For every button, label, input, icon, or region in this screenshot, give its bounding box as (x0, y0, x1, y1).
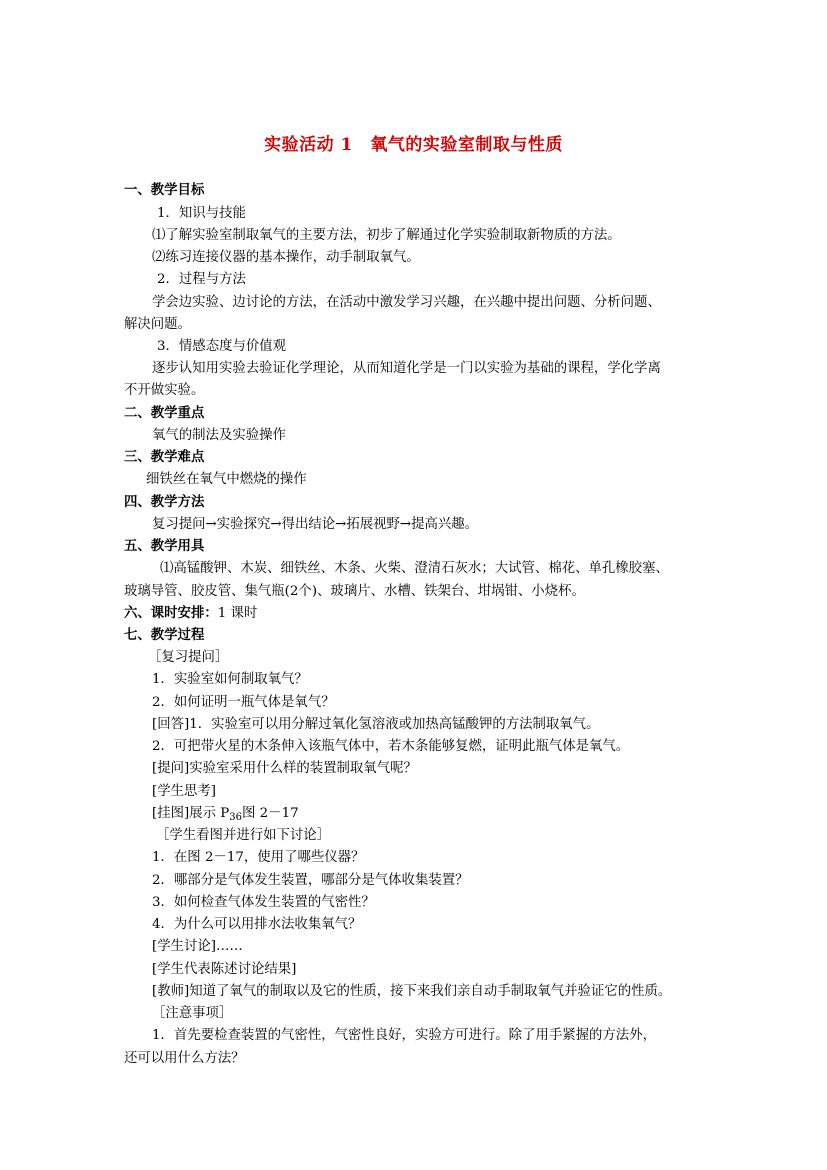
goals-line-3: ⑵练习连接仪器的基本操作，动手制取氧气。 (152, 250, 420, 265)
goals-line-6: 解决问题。 (124, 317, 191, 332)
difficulty-line-1: 细铁丝在氧气中燃烧的操作 (146, 472, 307, 487)
process-line-11: 2．哪部分是气体发生装置，哪部分是气体收集装置？ (152, 873, 469, 888)
process-line-17: ［注意事项］ (152, 1006, 233, 1021)
process-line-12: 3．如何检查气体发生装置的气密性？ (152, 895, 375, 910)
process-line-6: [提问]实验室采用什么样的装置制取氧气呢？ (152, 761, 417, 776)
process-line-8-text: [挂图]展示 P (152, 806, 230, 821)
process-line-14: [学生讨论]…… (152, 939, 243, 954)
process-line-10: 1．在图 2－17，使用了哪些仪器？ (152, 850, 365, 865)
goals-line-8: 逐步认知用实验去验证化学理论，从而知道化学是一门以实验为基础的课程，学化学离 (152, 361, 661, 376)
process-line-8 (152, 806, 299, 823)
process-line-9: ［学生看图并进行如下讨论］ (156, 828, 331, 843)
page-number-subscript: 36 (229, 812, 243, 823)
goals-line-2: ⑴了解实验室制取氧气的主要方法，初步了解通过化学实验制取新物质的方法。 (152, 228, 621, 243)
key-line-1: 氧气的制法及实验操作 (152, 428, 286, 443)
tools-line-2: 玻璃导管、胶皮管、集气瓶(2个)、玻璃片、水槽、铁架台、坩埚钳、小烧杯。 (124, 584, 585, 599)
section-heading-process: 七、教学过程 (124, 628, 205, 643)
process-line-3: 2．如何证明一瓶气体是氧气？ (152, 695, 335, 710)
process-line-16: [教师]知道了氧气的制取以及它的性质，接下来我们亲自动手制取氧气并验证它的性质。 (152, 984, 672, 999)
process-line-15: [学生代表陈述讨论结果] (152, 962, 297, 977)
method-line-1: 复习提问→实验探究→得出结论→拓展视野→提高兴趣。 (152, 517, 479, 532)
process-line-18: 1．首先要检查装置的气密性，气密性良好，实验方可进行。除了用手紧握的方法外， (152, 1028, 656, 1043)
process-line-2: 1．实验室如何制取氧气？ (152, 672, 308, 687)
section-heading-schedule: 六、课时安排： (124, 606, 218, 621)
goals-line-7: 3．情感态度与价值观 (157, 339, 287, 354)
section-heading-goals: 一、教学目标 (124, 183, 205, 198)
process-line-19: 还可以用什么方法？ (124, 1051, 245, 1066)
process-line-8-figure: 图 2－17 (242, 806, 299, 821)
schedule-value: 1 课时 (217, 606, 258, 621)
section-heading-tools: 五、教学用具 (124, 539, 205, 554)
process-line-5: 2．可把带火星的木条伸入该瓶气体中，若木条能够复燃，证明此瓶气体是氧气。 (152, 739, 630, 754)
goals-line-1: 1．知识与技能 (157, 206, 246, 221)
schedule-line (124, 606, 257, 622)
process-line-1: ［复习提问］ (148, 650, 229, 665)
section-heading-difficulty: 三、教学难点 (124, 450, 205, 465)
tools-line-1: ⑴高锰酸钾、木炭、细铁丝、木条、火柴、澄清石灰水；大试管、棉花、单孔橡胶塞、 (160, 561, 669, 576)
process-line-13: 4．为什么可以用排水法收集氧气？ (152, 917, 362, 932)
section-heading-method: 四、教学方法 (124, 495, 205, 510)
page-title: 实验活动 1 氧气的实验室制取与性质 (264, 135, 563, 155)
section-heading-key: 二、教学重点 (124, 406, 205, 421)
goals-line-4: 2．过程与方法 (157, 272, 246, 287)
process-line-4: [回答]1．实验室可以用分解过氧化氢溶液或加热高锰酸钾的方法制取氧气。 (152, 717, 600, 732)
process-line-7: [学生思考] (152, 784, 217, 799)
goals-line-9: 不开做实验。 (124, 383, 205, 398)
goals-line-5: 学会边实验、边讨论的方法，在活动中激发学习兴趣，在兴趣中提出问题、分析问题、 (152, 295, 661, 310)
